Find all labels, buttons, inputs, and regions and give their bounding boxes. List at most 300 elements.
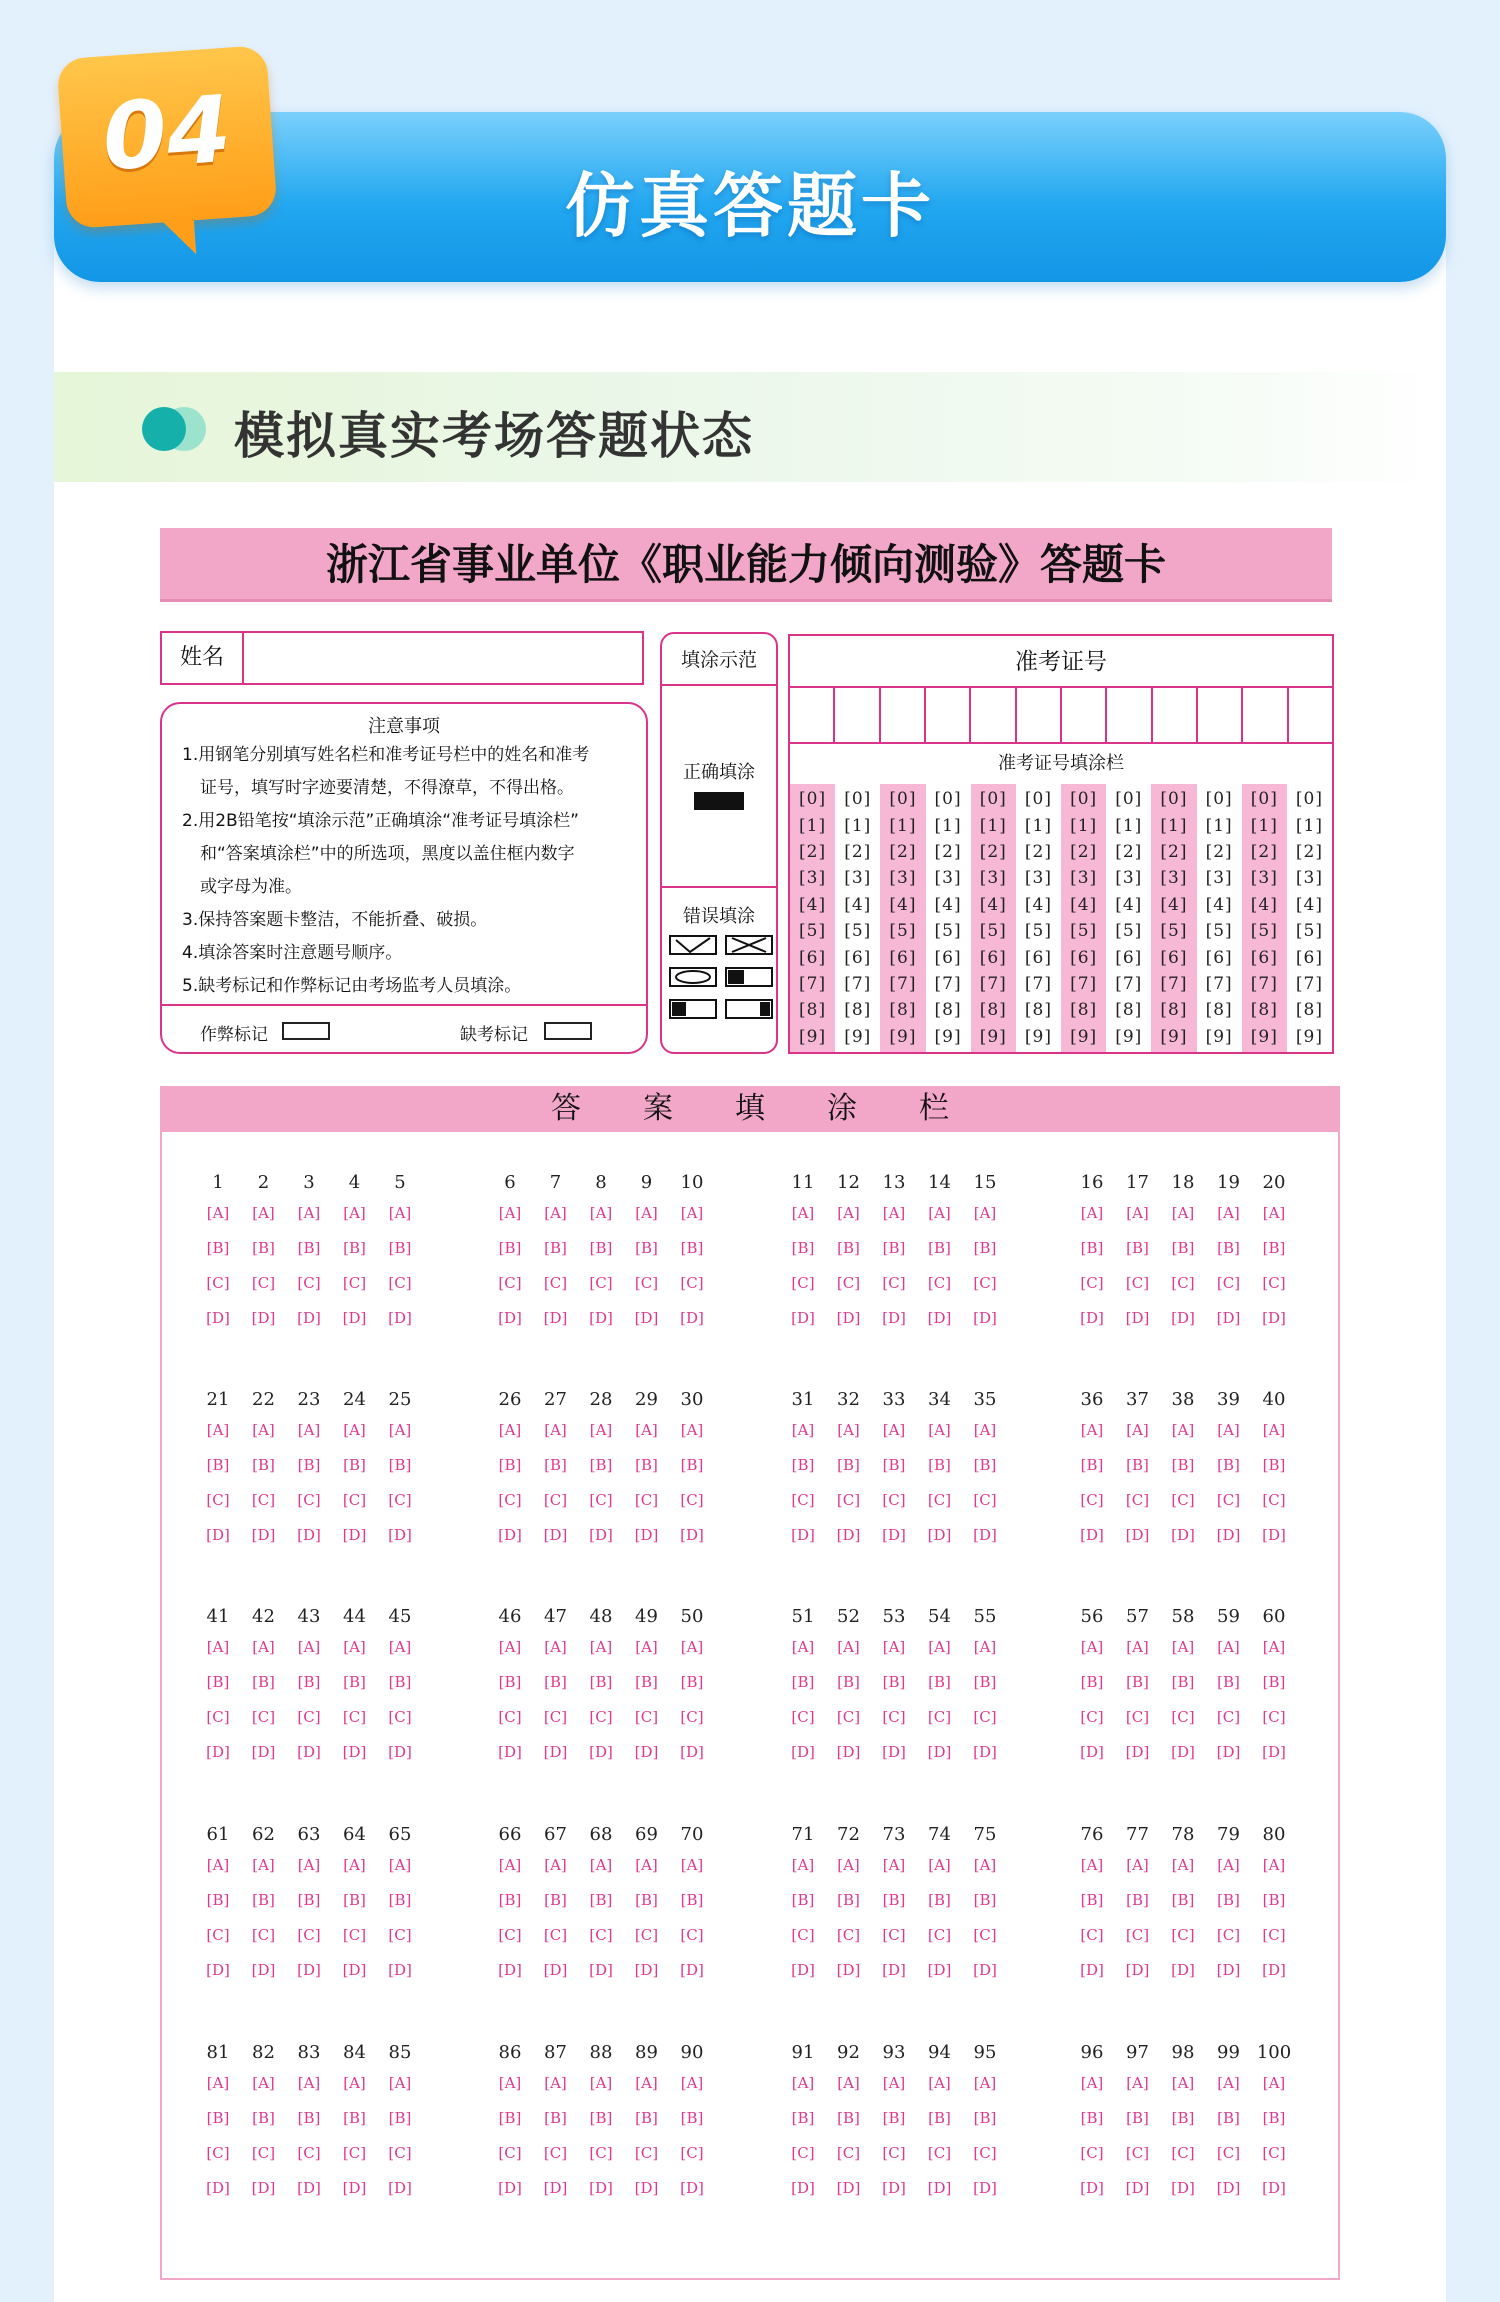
answer-option-bubble[interactable]: [A]	[1171, 1421, 1195, 1439]
exam-id-digit-bubble[interactable]: [7]	[1295, 973, 1324, 994]
answer-option-bubble[interactable]: [D]	[680, 1961, 704, 1979]
exam-id-digit-bubble[interactable]: [9]	[934, 1026, 962, 1047]
exam-id-digit-bubble[interactable]: [8]	[934, 1000, 962, 1021]
answer-option-bubble[interactable]: [C]	[543, 1708, 568, 1726]
answer-option-bubble[interactable]: [A]	[343, 1638, 366, 1656]
answer-option-bubble[interactable]: [D]	[1125, 1961, 1150, 1979]
answer-option-bubble[interactable]: [B]	[544, 1456, 567, 1474]
exam-id-digit-bubble[interactable]: [3]	[1295, 868, 1324, 889]
answer-option-bubble[interactable]: [A]	[297, 2074, 321, 2092]
answer-option-bubble[interactable]: [C]	[498, 1926, 522, 1944]
answer-option-bubble[interactable]: [C]	[543, 1491, 568, 1509]
exam-id-digit-bubble[interactable]: [3]	[1160, 868, 1188, 889]
answer-option-bubble[interactable]: [C]	[927, 2144, 952, 2162]
answer-option-bubble[interactable]: [A]	[635, 1421, 658, 1439]
exam-id-digit-bubble[interactable]: [4]	[1115, 894, 1143, 915]
answer-option-bubble[interactable]: [A]	[1217, 1638, 1240, 1656]
answer-option-bubble[interactable]: [A]	[252, 1638, 275, 1656]
exam-id-digit-bubble[interactable]: [7]	[1024, 973, 1052, 994]
answer-option-bubble[interactable]: [C]	[973, 1274, 997, 1292]
answer-option-bubble[interactable]: [A]	[297, 1856, 321, 1874]
answer-option-bubble[interactable]: [C]	[206, 1274, 230, 1292]
exam-id-digit-bubble[interactable]: [1]	[799, 815, 827, 836]
answer-option-bubble[interactable]: [D]	[1262, 1743, 1286, 1761]
answer-option-bubble[interactable]: [A]	[297, 1638, 321, 1656]
exam-id-write-cell[interactable]	[1107, 688, 1152, 742]
answer-option-bubble[interactable]: [C]	[297, 1926, 321, 1944]
answer-option-bubble[interactable]: [B]	[388, 1239, 412, 1257]
exam-id-digit-bubble[interactable]: [0]	[1205, 789, 1233, 810]
answer-option-bubble[interactable]: [C]	[1171, 1926, 1195, 1944]
answer-option-bubble[interactable]: [A]	[1126, 1638, 1149, 1656]
answer-option-bubble[interactable]: [C]	[1262, 2144, 1286, 2162]
answer-option-bubble[interactable]: [A]	[589, 1856, 613, 1874]
answer-option-bubble[interactable]: [D]	[1216, 1526, 1241, 1544]
answer-option-bubble[interactable]: [C]	[634, 2144, 659, 2162]
exam-id-digit-bubble[interactable]: [4]	[1205, 894, 1233, 915]
answer-option-bubble[interactable]: [B]	[882, 1673, 906, 1691]
answer-option-bubble[interactable]: [C]	[882, 1926, 906, 1944]
answer-option-bubble[interactable]: [C]	[680, 1491, 704, 1509]
answer-option-bubble[interactable]: [B]	[343, 1673, 366, 1691]
answer-option-bubble[interactable]: [A]	[973, 1856, 997, 1874]
answer-option-bubble[interactable]: [D]	[1080, 1309, 1104, 1327]
answer-option-bubble[interactable]: [B]	[1126, 1891, 1149, 1909]
answer-option-bubble[interactable]: [D]	[206, 1526, 230, 1544]
exam-id-digit-bubble[interactable]: [4]	[844, 894, 872, 915]
exam-id-digit-bubble[interactable]: [5]	[1024, 921, 1052, 942]
answer-option-bubble[interactable]: [B]	[589, 1891, 613, 1909]
answer-option-bubble[interactable]: [A]	[635, 1204, 658, 1222]
exam-id-digit-bubble[interactable]: [5]	[1070, 921, 1098, 942]
exam-id-digit-bubble[interactable]: [7]	[1205, 973, 1233, 994]
exam-id-digit-bubble[interactable]: [0]	[934, 789, 962, 810]
answer-option-bubble[interactable]: [A]	[388, 1856, 412, 1874]
answer-option-bubble[interactable]: [D]	[973, 1743, 997, 1761]
answer-option-bubble[interactable]: [C]	[342, 2144, 367, 2162]
exam-id-digit-bubble[interactable]: [4]	[1024, 894, 1052, 915]
exam-id-digit-bubble[interactable]: [4]	[889, 894, 917, 915]
answer-option-bubble[interactable]: [B]	[498, 1673, 522, 1691]
answer-option-bubble[interactable]: [D]	[836, 1961, 861, 1979]
answer-option-bubble[interactable]: [A]	[928, 1421, 951, 1439]
answer-option-bubble[interactable]: [C]	[589, 2144, 613, 2162]
answer-option-bubble[interactable]: [A]	[498, 1421, 522, 1439]
answer-option-bubble[interactable]: [C]	[882, 1274, 906, 1292]
answer-option-bubble[interactable]: [B]	[680, 2109, 704, 2127]
answer-option-bubble[interactable]: [A]	[1262, 1856, 1286, 1874]
exam-id-digit-bubble[interactable]: [4]	[1295, 894, 1324, 915]
answer-option-bubble[interactable]: [A]	[791, 1204, 815, 1222]
exam-id-digit-bubble[interactable]: [1]	[979, 815, 1007, 836]
answer-option-bubble[interactable]: [B]	[882, 1456, 906, 1474]
answer-option-bubble[interactable]: [D]	[589, 1743, 613, 1761]
answer-option-bubble[interactable]: [C]	[973, 1491, 997, 1509]
answer-option-bubble[interactable]: [B]	[635, 1456, 658, 1474]
answer-option-bubble[interactable]: [D]	[297, 1526, 321, 1544]
answer-option-bubble[interactable]: [B]	[388, 2109, 412, 2127]
exam-id-digit-bubble[interactable]: [9]	[1295, 1026, 1324, 1047]
exam-id-digit-bubble[interactable]: [6]	[1205, 947, 1233, 968]
answer-option-bubble[interactable]: [D]	[1262, 2179, 1286, 2197]
exam-id-digit-bubble[interactable]: [9]	[1205, 1026, 1233, 1047]
answer-option-bubble[interactable]: [B]	[680, 1673, 704, 1691]
answer-option-bubble[interactable]: [B]	[680, 1456, 704, 1474]
answer-option-bubble[interactable]: [C]	[634, 1708, 659, 1726]
answer-option-bubble[interactable]: [D]	[206, 1961, 230, 1979]
exam-id-digit-bubble[interactable]: [8]	[799, 1000, 827, 1021]
exam-id-digit-bubble[interactable]: [3]	[1115, 868, 1143, 889]
answer-option-bubble[interactable]: [C]	[1216, 1926, 1241, 1944]
answer-option-bubble[interactable]: [A]	[1262, 1204, 1286, 1222]
answer-option-bubble[interactable]: [B]	[388, 1673, 412, 1691]
exam-id-digit-bubble[interactable]: [4]	[1250, 894, 1278, 915]
answer-option-bubble[interactable]: [B]	[297, 1673, 321, 1691]
exam-id-digit-bubble[interactable]: [6]	[1295, 947, 1324, 968]
answer-option-bubble[interactable]: [C]	[251, 1274, 276, 1292]
exam-id-digit-bubble[interactable]: [0]	[1070, 789, 1098, 810]
exam-id-digit-bubble[interactable]: [9]	[1250, 1026, 1278, 1047]
exam-id-digit-bubble[interactable]: [3]	[844, 868, 872, 889]
answer-option-bubble[interactable]: [B]	[1126, 1456, 1149, 1474]
answer-option-bubble[interactable]: [B]	[343, 1891, 366, 1909]
exam-id-digit-bubble[interactable]: [2]	[1160, 841, 1188, 862]
exam-id-digit-bubble[interactable]: [5]	[844, 921, 872, 942]
exam-id-digit-bubble[interactable]: [9]	[889, 1026, 917, 1047]
answer-option-bubble[interactable]: [B]	[1171, 1456, 1195, 1474]
answer-option-bubble[interactable]: [D]	[680, 1309, 704, 1327]
answer-option-bubble[interactable]: [D]	[1171, 1526, 1195, 1544]
answer-option-bubble[interactable]: [D]	[836, 1526, 861, 1544]
answer-option-bubble[interactable]: [D]	[251, 1961, 276, 1979]
answer-option-bubble[interactable]: [D]	[342, 2179, 367, 2197]
answer-option-bubble[interactable]: [A]	[1262, 1638, 1286, 1656]
answer-option-bubble[interactable]: [B]	[1080, 1891, 1104, 1909]
answer-option-bubble[interactable]: [A]	[1262, 2074, 1286, 2092]
answer-option-bubble[interactable]: [A]	[882, 1638, 906, 1656]
answer-option-bubble[interactable]: [B]	[973, 1456, 997, 1474]
answer-option-bubble[interactable]: [B]	[791, 1239, 815, 1257]
answer-option-bubble[interactable]: [A]	[1217, 1421, 1240, 1439]
answer-option-bubble[interactable]: [D]	[882, 1309, 906, 1327]
answer-option-bubble[interactable]: [C]	[206, 2144, 230, 2162]
answer-option-bubble[interactable]: [D]	[1080, 1743, 1104, 1761]
answer-option-bubble[interactable]: [A]	[388, 1421, 412, 1439]
answer-option-bubble[interactable]: [B]	[297, 1891, 321, 1909]
answer-option-bubble[interactable]: [A]	[973, 1421, 997, 1439]
exam-id-digit-bubble[interactable]: [8]	[889, 1000, 917, 1021]
exam-id-digit-bubble[interactable]: [3]	[934, 868, 962, 889]
answer-option-bubble[interactable]: [A]	[635, 2074, 658, 2092]
answer-option-bubble[interactable]: [C]	[1262, 1491, 1286, 1509]
answer-option-bubble[interactable]: [D]	[543, 1526, 568, 1544]
answer-option-bubble[interactable]: [A]	[498, 1204, 522, 1222]
exam-id-digit-bubble[interactable]: [6]	[1160, 947, 1188, 968]
answer-option-bubble[interactable]: [A]	[1080, 1421, 1104, 1439]
answer-option-bubble[interactable]: [D]	[973, 2179, 997, 2197]
exam-id-digit-bubble[interactable]: [0]	[979, 789, 1007, 810]
answer-option-bubble[interactable]: [C]	[791, 1926, 815, 1944]
answer-option-bubble[interactable]: [A]	[1171, 2074, 1195, 2092]
answer-option-bubble[interactable]: [B]	[252, 2109, 275, 2127]
answer-option-bubble[interactable]: [C]	[680, 1926, 704, 1944]
answer-option-bubble[interactable]: [D]	[1216, 1961, 1241, 1979]
answer-option-bubble[interactable]: [C]	[1080, 2144, 1104, 2162]
answer-option-bubble[interactable]: [B]	[1171, 1673, 1195, 1691]
answer-option-bubble[interactable]: [A]	[544, 1421, 567, 1439]
answer-option-bubble[interactable]: [C]	[1171, 1491, 1195, 1509]
answer-option-bubble[interactable]: [A]	[1126, 1856, 1149, 1874]
answer-option-bubble[interactable]: [C]	[498, 2144, 522, 2162]
answer-option-bubble[interactable]: [D]	[1080, 2179, 1104, 2197]
exam-id-digit-bubble[interactable]: [7]	[1250, 973, 1278, 994]
answer-option-bubble[interactable]: [A]	[791, 1638, 815, 1656]
answer-option-bubble[interactable]: [A]	[680, 1204, 704, 1222]
answer-option-bubble[interactable]: [C]	[680, 1274, 704, 1292]
answer-option-bubble[interactable]: [B]	[1171, 1239, 1195, 1257]
answer-option-bubble[interactable]: [B]	[882, 1891, 906, 1909]
answer-option-bubble[interactable]: [A]	[206, 2074, 230, 2092]
exam-id-digit-bubble[interactable]: [3]	[799, 868, 827, 889]
exam-id-digit-bubble[interactable]: [1]	[1250, 815, 1278, 836]
exam-id-digit-bubble[interactable]: [9]	[1070, 1026, 1098, 1047]
answer-option-bubble[interactable]: [D]	[297, 2179, 321, 2197]
answer-option-bubble[interactable]: [A]	[589, 2074, 613, 2092]
exam-id-digit-bubble[interactable]: [9]	[979, 1026, 1007, 1047]
exam-id-write-cell[interactable]	[835, 688, 880, 742]
answer-option-bubble[interactable]: [A]	[1217, 1204, 1240, 1222]
answer-option-bubble[interactable]: [D]	[1216, 1309, 1241, 1327]
answer-option-bubble[interactable]: [C]	[1262, 1708, 1286, 1726]
exam-id-digit-bubble[interactable]: [5]	[1295, 921, 1324, 942]
answer-option-bubble[interactable]: [D]	[791, 1961, 815, 1979]
answer-option-bubble[interactable]: [C]	[206, 1491, 230, 1509]
answer-option-bubble[interactable]: [D]	[1171, 2179, 1195, 2197]
answer-option-bubble[interactable]: [A]	[1126, 1421, 1149, 1439]
answer-option-bubble[interactable]: [B]	[1126, 1673, 1149, 1691]
answer-option-bubble[interactable]: [A]	[388, 1638, 412, 1656]
answer-option-bubble[interactable]: [C]	[927, 1274, 952, 1292]
exam-id-digit-bubble[interactable]: [8]	[1115, 1000, 1143, 1021]
answer-option-bubble[interactable]: [C]	[589, 1708, 613, 1726]
exam-id-digit-bubble[interactable]: [0]	[1024, 789, 1052, 810]
exam-id-digit-bubble[interactable]: [0]	[1160, 789, 1188, 810]
exam-id-digit-bubble[interactable]: [7]	[934, 973, 962, 994]
answer-option-bubble[interactable]: [C]	[206, 1708, 230, 1726]
answer-option-bubble[interactable]: [A]	[343, 1856, 366, 1874]
answer-option-bubble[interactable]: [C]	[1171, 1274, 1195, 1292]
exam-id-digit-bubble[interactable]: [6]	[889, 947, 917, 968]
answer-option-bubble[interactable]: [B]	[1262, 1239, 1286, 1257]
answer-option-bubble[interactable]: [D]	[791, 2179, 815, 2197]
answer-option-bubble[interactable]: [D]	[1262, 1961, 1286, 1979]
exam-id-digit-bubble[interactable]: [3]	[1070, 868, 1098, 889]
answer-option-bubble[interactable]: [C]	[836, 1274, 861, 1292]
answer-option-bubble[interactable]: [D]	[543, 1961, 568, 1979]
answer-option-bubble[interactable]: [D]	[342, 1743, 367, 1761]
answer-option-bubble[interactable]: [A]	[1171, 1204, 1195, 1222]
answer-option-bubble[interactable]: [C]	[927, 1926, 952, 1944]
answer-option-bubble[interactable]: [D]	[589, 1961, 613, 1979]
answer-option-bubble[interactable]: [C]	[297, 1491, 321, 1509]
answer-option-bubble[interactable]: [C]	[1262, 1926, 1286, 1944]
answer-option-bubble[interactable]: [A]	[680, 2074, 704, 2092]
answer-option-bubble[interactable]: [D]	[498, 2179, 522, 2197]
answer-option-bubble[interactable]: [D]	[1125, 2179, 1150, 2197]
answer-option-bubble[interactable]: [B]	[589, 1239, 613, 1257]
answer-option-bubble[interactable]: [B]	[837, 1891, 860, 1909]
answer-option-bubble[interactable]: [B]	[680, 1891, 704, 1909]
answer-option-bubble[interactable]: [A]	[837, 1204, 860, 1222]
answer-option-bubble[interactable]: [C]	[634, 1274, 659, 1292]
answer-option-bubble[interactable]: [D]	[342, 1526, 367, 1544]
answer-option-bubble[interactable]: [C]	[251, 1491, 276, 1509]
answer-option-bubble[interactable]: [D]	[927, 1309, 952, 1327]
answer-option-bubble[interactable]: [B]	[544, 1239, 567, 1257]
answer-option-bubble[interactable]: [A]	[882, 1856, 906, 1874]
answer-option-bubble[interactable]: [D]	[791, 1526, 815, 1544]
answer-option-bubble[interactable]: [C]	[1125, 1491, 1150, 1509]
answer-option-bubble[interactable]: [B]	[973, 1239, 997, 1257]
answer-option-bubble[interactable]: [B]	[589, 1456, 613, 1474]
absent-mark-box[interactable]	[544, 1022, 592, 1040]
answer-option-bubble[interactable]: [A]	[544, 2074, 567, 2092]
answer-option-bubble[interactable]: [C]	[1080, 1708, 1104, 1726]
exam-id-write-cell[interactable]	[1243, 688, 1288, 742]
exam-id-digit-bubble[interactable]: [9]	[1160, 1026, 1188, 1047]
exam-id-digit-bubble[interactable]: [2]	[1250, 841, 1278, 862]
answer-option-bubble[interactable]: [B]	[1217, 2109, 1240, 2127]
answer-option-bubble[interactable]: [D]	[973, 1309, 997, 1327]
exam-id-digit-bubble[interactable]: [9]	[844, 1026, 872, 1047]
answer-option-bubble[interactable]: [D]	[543, 1743, 568, 1761]
exam-id-digit-bubble[interactable]: [5]	[1115, 921, 1143, 942]
answer-option-bubble[interactable]: [A]	[343, 2074, 366, 2092]
answer-option-bubble[interactable]: [B]	[1080, 1673, 1104, 1691]
answer-option-bubble[interactable]: [D]	[498, 1526, 522, 1544]
answer-option-bubble[interactable]: [C]	[388, 1926, 412, 1944]
answer-option-bubble[interactable]: [B]	[1262, 1673, 1286, 1691]
exam-id-digit-bubble[interactable]: [7]	[979, 973, 1007, 994]
answer-option-bubble[interactable]: [A]	[1217, 1856, 1240, 1874]
exam-id-write-cell[interactable]	[1198, 688, 1243, 742]
answer-option-bubble[interactable]: [A]	[973, 2074, 997, 2092]
answer-option-bubble[interactable]: [B]	[297, 1456, 321, 1474]
answer-option-bubble[interactable]: [C]	[882, 1491, 906, 1509]
answer-option-bubble[interactable]: [B]	[1126, 2109, 1149, 2127]
answer-option-bubble[interactable]: [D]	[634, 1526, 659, 1544]
exam-id-digit-bubble[interactable]: [2]	[1115, 841, 1143, 862]
exam-id-digit-bubble[interactable]: [2]	[979, 841, 1007, 862]
answer-option-bubble[interactable]: [C]	[251, 1926, 276, 1944]
answer-option-bubble[interactable]: [C]	[498, 1491, 522, 1509]
answer-option-bubble[interactable]: [D]	[1216, 2179, 1241, 2197]
answer-option-bubble[interactable]: [B]	[206, 2109, 230, 2127]
answer-option-bubble[interactable]: [C]	[1216, 1491, 1241, 1509]
exam-id-digit-bubble[interactable]: [0]	[1115, 789, 1143, 810]
answer-option-bubble[interactable]: [D]	[1125, 1309, 1150, 1327]
answer-option-bubble[interactable]: [D]	[882, 1526, 906, 1544]
answer-option-bubble[interactable]: [A]	[680, 1856, 704, 1874]
answer-option-bubble[interactable]: [B]	[680, 1239, 704, 1257]
exam-id-digit-bubble[interactable]: [1]	[934, 815, 962, 836]
answer-option-bubble[interactable]: [D]	[882, 1743, 906, 1761]
exam-id-digit-bubble[interactable]: [8]	[844, 1000, 872, 1021]
exam-id-digit-bubble[interactable]: [0]	[1295, 789, 1324, 810]
answer-option-bubble[interactable]: [A]	[882, 1204, 906, 1222]
answer-option-bubble[interactable]: [B]	[343, 2109, 366, 2127]
answer-option-bubble[interactable]: [A]	[252, 1204, 275, 1222]
answer-option-bubble[interactable]: [B]	[498, 1239, 522, 1257]
answer-option-bubble[interactable]: [D]	[206, 1309, 230, 1327]
answer-option-bubble[interactable]: [A]	[589, 1204, 613, 1222]
exam-id-digit-bubble[interactable]: [3]	[979, 868, 1007, 889]
answer-option-bubble[interactable]: [B]	[973, 2109, 997, 2127]
exam-id-digit-bubble[interactable]: [2]	[889, 841, 917, 862]
answer-option-bubble[interactable]: [D]	[1080, 1526, 1104, 1544]
answer-option-bubble[interactable]: [C]	[251, 2144, 276, 2162]
answer-option-bubble[interactable]: [A]	[837, 2074, 860, 2092]
answer-option-bubble[interactable]: [A]	[1171, 1638, 1195, 1656]
answer-option-bubble[interactable]: [B]	[297, 2109, 321, 2127]
exam-id-digit-bubble[interactable]: [6]	[934, 947, 962, 968]
answer-option-bubble[interactable]: [D]	[1216, 1743, 1241, 1761]
answer-option-bubble[interactable]: [A]	[635, 1856, 658, 1874]
exam-id-digit-bubble[interactable]: [6]	[799, 947, 827, 968]
exam-id-digit-bubble[interactable]: [6]	[1115, 947, 1143, 968]
answer-option-bubble[interactable]: [C]	[589, 1926, 613, 1944]
answer-option-bubble[interactable]: [B]	[1217, 1239, 1240, 1257]
exam-id-digit-bubble[interactable]: [8]	[1205, 1000, 1233, 1021]
answer-option-bubble[interactable]: [B]	[297, 1239, 321, 1257]
answer-option-bubble[interactable]: [D]	[1125, 1526, 1150, 1544]
answer-option-bubble[interactable]: [A]	[206, 1204, 230, 1222]
answer-option-bubble[interactable]: [A]	[206, 1638, 230, 1656]
answer-option-bubble[interactable]: [B]	[1217, 1673, 1240, 1691]
answer-option-bubble[interactable]: [C]	[680, 2144, 704, 2162]
answer-option-bubble[interactable]: [A]	[882, 1421, 906, 1439]
answer-option-bubble[interactable]: [A]	[498, 1638, 522, 1656]
answer-option-bubble[interactable]: [C]	[342, 1926, 367, 1944]
answer-option-bubble[interactable]: [A]	[928, 1856, 951, 1874]
answer-option-bubble[interactable]: [A]	[837, 1638, 860, 1656]
answer-option-bubble[interactable]: [C]	[388, 2144, 412, 2162]
answer-option-bubble[interactable]: [B]	[882, 1239, 906, 1257]
answer-option-bubble[interactable]: [D]	[251, 1743, 276, 1761]
answer-option-bubble[interactable]: [B]	[1080, 1456, 1104, 1474]
answer-option-bubble[interactable]: [B]	[498, 1891, 522, 1909]
exam-id-digit-bubble[interactable]: [1]	[1115, 815, 1143, 836]
answer-option-bubble[interactable]: [B]	[589, 1673, 613, 1691]
answer-option-bubble[interactable]: [A]	[973, 1204, 997, 1222]
answer-option-bubble[interactable]: [B]	[1262, 2109, 1286, 2127]
answer-option-bubble[interactable]: [B]	[837, 1673, 860, 1691]
answer-option-bubble[interactable]: [C]	[1216, 1708, 1241, 1726]
answer-option-bubble[interactable]: [C]	[1216, 1274, 1241, 1292]
answer-option-bubble[interactable]: [A]	[973, 1638, 997, 1656]
exam-id-digit-bubble[interactable]: [9]	[1115, 1026, 1143, 1047]
answer-option-bubble[interactable]: [C]	[388, 1708, 412, 1726]
answer-option-bubble[interactable]: [C]	[836, 1491, 861, 1509]
exam-id-digit-bubble[interactable]: [1]	[844, 815, 872, 836]
answer-option-bubble[interactable]: [A]	[544, 1204, 567, 1222]
exam-id-write-cell[interactable]	[881, 688, 926, 742]
answer-option-bubble[interactable]: [D]	[927, 1961, 952, 1979]
answer-option-bubble[interactable]: [B]	[388, 1456, 412, 1474]
exam-id-digit-bubble[interactable]: [3]	[889, 868, 917, 889]
answer-option-bubble[interactable]: [C]	[342, 1708, 367, 1726]
exam-id-digit-bubble[interactable]: [2]	[934, 841, 962, 862]
